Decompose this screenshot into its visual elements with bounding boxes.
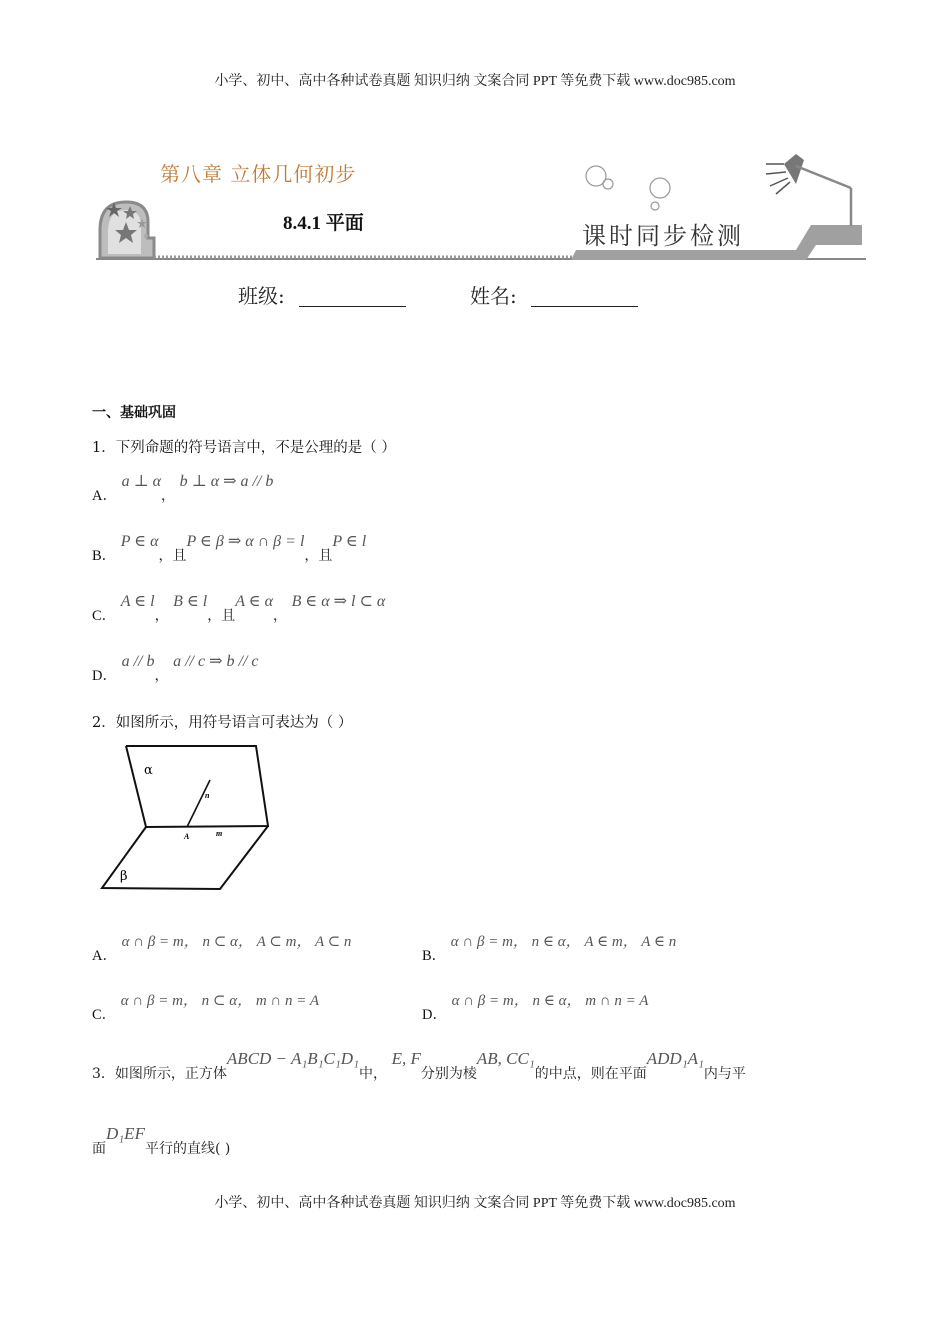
name-field: [470, 280, 638, 309]
option-math: α ∩ β = m， n ⊂ α， m ∩ n = A: [120, 993, 320, 1009]
watermark-bottom: 小学、初中、高中各种试卷真题 知识归纳 文案合同 PPT 等免费下载 www.doc985.com: [214, 1196, 736, 1211]
question-3-cont: [92, 1124, 231, 1158]
option-letter: C．: [92, 1007, 117, 1023]
separator: ，: [272, 608, 287, 624]
section-heading: 一、基础巩固: [92, 405, 176, 421]
option-letter: B．: [422, 948, 447, 964]
question-number: 3．: [92, 1066, 115, 1082]
option-letter: B．: [92, 548, 117, 564]
math-points: E, F: [391, 1049, 421, 1068]
question-text: 的中点，则在平面: [534, 1066, 647, 1082]
name-label: 姓名:: [470, 284, 517, 308]
question-1: [92, 436, 396, 457]
option-math: α ∩ β = m， n ∈ α， m ∩ n = A: [451, 993, 649, 1009]
question-text: 平行的直线( ): [144, 1141, 231, 1157]
q2-option-c[interactable]: [92, 993, 320, 1024]
math-cube: ABCD − A₁B₁C₁D₁: [226, 1049, 359, 1068]
intersecting-planes-figure: [98, 742, 308, 892]
question-text: 中，: [359, 1066, 387, 1082]
option-letter: A．: [92, 948, 117, 964]
option-math: a // c ⇒ b // c: [173, 653, 259, 670]
option-math: P ∈ β ⇒ α ∩ β = l: [186, 533, 305, 550]
question-text: 如图所示，正方体: [114, 1066, 227, 1082]
chapter-title: 第八章 立体几何初步: [160, 162, 357, 186]
question-number: 2．: [92, 715, 116, 731]
class-label: 班级:: [238, 284, 285, 308]
class-blank[interactable]: [299, 288, 406, 307]
option-math: α ∩ β = m， n ∈ α， A ∈ m， A ∈ n: [450, 934, 677, 950]
question-2: [92, 711, 352, 732]
math-plane: ADD₁A₁: [646, 1049, 704, 1068]
q1-option-d[interactable]: [92, 653, 259, 685]
option-letter: D．: [422, 1007, 447, 1023]
desk-lamp-icon: [766, 154, 851, 226]
q2-option-a[interactable]: [92, 934, 352, 965]
option-math: A ∈ α: [235, 593, 273, 610]
option-math: α ∩ β = m， n ⊂ α， A ⊂ m， A ⊂ n: [121, 934, 352, 950]
math-plane: D₁EF: [106, 1124, 145, 1143]
option-math: A ∈ l: [120, 593, 155, 610]
option-math: P ∈ α: [120, 533, 159, 550]
banner-label: 课时同步检测: [582, 222, 744, 250]
option-letter: A．: [92, 488, 117, 504]
question-number: 1．: [92, 440, 116, 456]
question-text: 如图所示，用符号语言可表达为（ ）: [115, 715, 353, 731]
label-beta: β: [120, 869, 128, 884]
q1-option-b[interactable]: [92, 533, 367, 565]
option-math: b ⊥ α ⇒ a // b: [179, 473, 274, 490]
option-math: P ∈ l: [332, 533, 367, 550]
star-badge-icon: [100, 202, 154, 258]
option-math: a // b: [121, 653, 155, 670]
q1-option-c[interactable]: [92, 593, 386, 625]
option-letter: D．: [92, 668, 117, 684]
separator: ，且: [207, 608, 236, 624]
watermark-top: 小学、初中、高中各种试卷真题 知识归纳 文案合同 PPT 等免费下载 www.doc985.com: [214, 74, 736, 89]
question-text: 内与平: [703, 1066, 746, 1082]
label-n: n: [205, 791, 210, 800]
separator: ，: [154, 608, 169, 624]
name-blank[interactable]: [531, 288, 638, 307]
q1-option-a[interactable]: [92, 473, 274, 505]
q2-option-b[interactable]: [422, 934, 677, 965]
option-letter: C．: [92, 608, 117, 624]
label-a: A: [184, 832, 190, 841]
question-3: [92, 1049, 746, 1083]
class-field: [238, 280, 406, 309]
separator: ，且: [304, 548, 333, 564]
label-m: m: [216, 829, 223, 838]
section-title: 8.4.1 平面: [283, 213, 364, 234]
option-math: B ∈ l: [173, 593, 208, 610]
question-text: 面: [92, 1141, 106, 1157]
question-text: 下列命题的符号语言中，不是公理的是（ ）: [115, 440, 396, 456]
option-math: B ∈ α ⇒ l ⊂ α: [291, 593, 386, 610]
question-text: 分别为棱: [420, 1066, 477, 1082]
q2-option-d[interactable]: [422, 993, 649, 1024]
separator: ，且: [158, 548, 187, 564]
math-edges: AB, CC₁: [476, 1049, 535, 1068]
separator: ，: [154, 668, 169, 684]
label-alpha: α: [144, 763, 153, 778]
separator: ，: [161, 488, 176, 504]
option-math: a ⊥ α: [121, 473, 162, 490]
